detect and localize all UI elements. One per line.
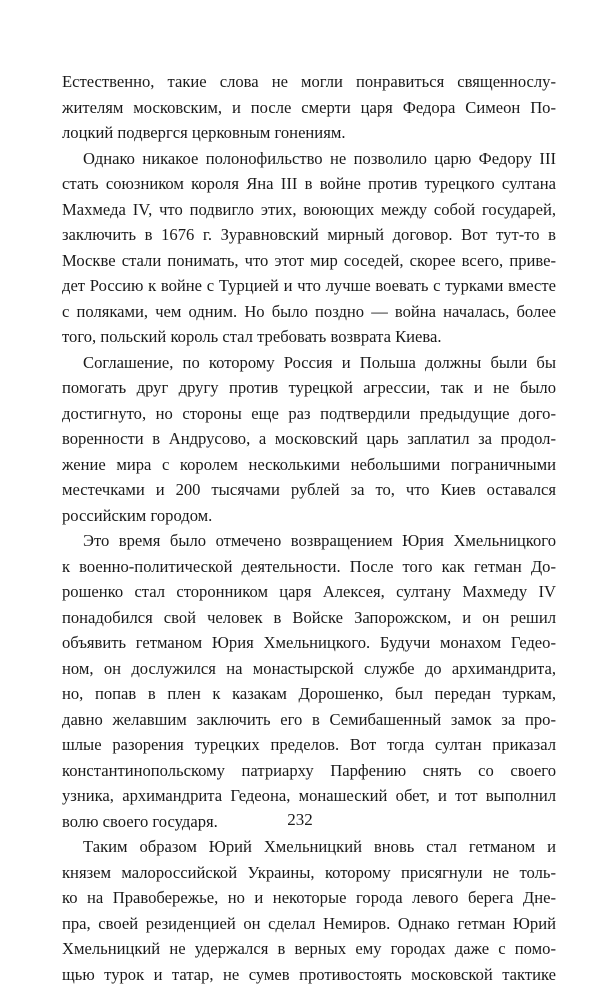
text-line: щью турок и татар, не сумев противостоять московской тактике	[62, 962, 556, 987]
text-line: Москве стали понимать, что этот мир соседей, скорее всего, приве-	[62, 248, 556, 274]
text-line: константинопольскому патриарху Парфению снять со своего	[62, 758, 556, 784]
text-line: жителям московским, и после смерти царя Федора Симеон По-	[62, 95, 556, 121]
text-line: пра, своей резиденцией он сделал Немиров. Однако гетман Юрий	[62, 911, 556, 937]
text-line: с поляками, чем одним. Но было поздно — война началась, более	[62, 299, 556, 325]
text-line: жение мира с королем несколькими небольшими пограничными	[62, 452, 556, 478]
text-line: дет Россию к войне с Турцией и что лучше воевать с турками вместе	[62, 273, 556, 299]
text-line: Однако никакое полонофильство не позволило царю Федору III	[62, 146, 556, 172]
text-line: того, польский король стал требовать возврата Киева.	[62, 324, 556, 350]
text-line: Естественно, такие слова не могли понравиться священнослу-	[62, 69, 556, 95]
text-line: российским городом.	[62, 503, 556, 529]
body-text	[62, 69, 556, 987]
text-line: Хмельницкий не удержался в верных ему городах даже с помо-	[62, 936, 556, 962]
page-number: 232	[0, 810, 600, 830]
text-line: объявить гетманом Юрия Хмельницкого. Будучи монахом Гедео-	[62, 630, 556, 656]
text-line: князем малороссийской Украины, которому присягнули не толь-	[62, 860, 556, 886]
text-line: Махмеда IV, что подвигло этих, воюющих между собой государей,	[62, 197, 556, 223]
text-line: ко на Правобережье, но и некоторые города левого берега Дне-	[62, 885, 556, 911]
text-line: достигнуто, но стороны еще раз подтвердили предыдущие дого-	[62, 401, 556, 427]
text-line: но, попав в плен к казакам Дорошенко, был передан туркам,	[62, 681, 556, 707]
text-line: ном, он дослужился на монастырской службе до архимандрита,	[62, 656, 556, 682]
text-line: местечками и 200 тысячами рублей за то, что Киев оставался	[62, 477, 556, 503]
text-line: рошенко стал сторонником царя Алексея, султану Махмеду IV	[62, 579, 556, 605]
text-line: узника, архимандрита Гедеона, монашеский обет, и тот выполнил	[62, 783, 556, 809]
text-line: воренности в Андрусово, а московский царь заплатил за продол-	[62, 426, 556, 452]
text-line: к военно-политической деятельности. После того как гетман До-	[62, 554, 556, 580]
text-line: помогать друг другу против турецкой агрессии, так и не было	[62, 375, 556, 401]
text-line: Соглашение, по которому Россия и Польша должны были бы	[62, 350, 556, 376]
text-line: понадобился свой человек в Войске Запорожском, и он решил	[62, 605, 556, 631]
text-line: давно желавшим заключить его в Семибашенный замок за про-	[62, 707, 556, 733]
text-line: стать союзником короля Яна III в войне против турецкого султана	[62, 171, 556, 197]
text-line: волю своего государя.	[62, 809, 556, 835]
text-line: заключить в 1676 г. Зуравновский мирный договор. Вот тут-то в	[62, 222, 556, 248]
text-line: Таким образом Юрий Хмельницкий вновь стал гетманом и	[62, 834, 556, 860]
text-line: лоцкий подвергся церковным гонениям.	[62, 120, 556, 146]
text-line: Это время было отмечено возвращением Юрия Хмельницкого	[62, 528, 556, 554]
text-line: шлые разорения турецких пределов. Вот тогда султан приказал	[62, 732, 556, 758]
